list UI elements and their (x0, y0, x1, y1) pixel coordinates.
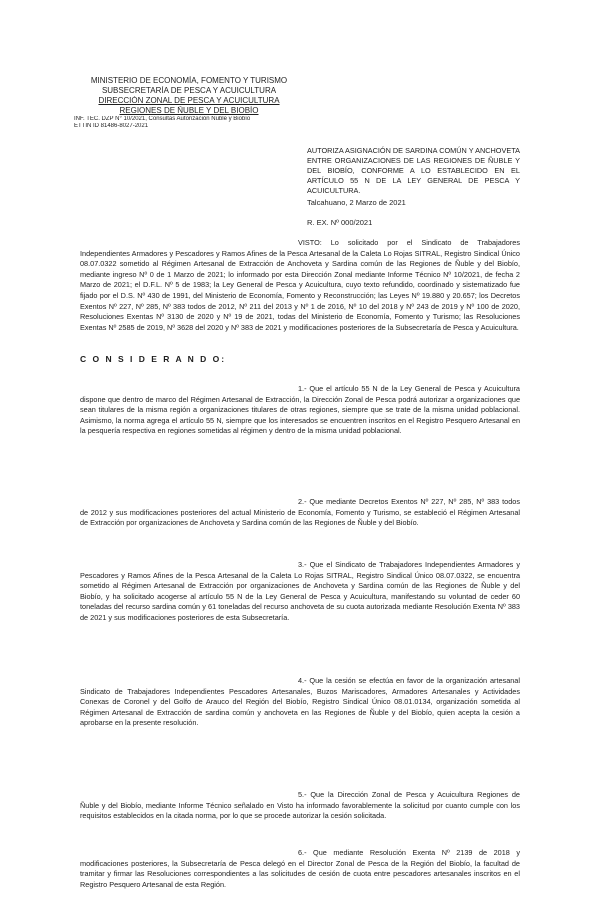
considerando-paragraph-1: 1.- Que el artículo 55 N de la Ley General de Pesca y Acuicultura dispone que dentro de marco del Régimen Artesanal de Extracción, la Dirección Zonal de Pesca podrá autorizar a organizaciones que sean titulares de la misma región a organizaciones titulares de otras regiones, siempre que se trate de la misma unidad poblacional. Asimismo, la norma agrega el artículo 55 N, siempre que los interesados se encuentren inscritos en el Registro Pesquero Artesanal en la pesquería respectiva en regiones sometidas al régimen y dentro de la misma unidad poblacional. (80, 384, 520, 436)
regions-name: REGIONES DE ÑUBLE Y DEL BIOBÍO (119, 106, 259, 115)
considerando-paragraph-2: 2.- Que mediante Decretos Exentos Nº 227, Nº 285, Nº 383 todos de 2012 y sus modificaciones posteriores del actual Ministerio de Economía, Fomento y Turismo, se estableció el Régimen Artesanal de Extracción por organizaciones de Anchoveta y Sardina común de las Regiones de Ñuble y del Biobío. (80, 497, 520, 528)
considerando-paragraph-6: 6.- Que mediante Resolución Exenta Nº 2139 de 2018 y modificaciones posteriores, la Subsecretaría de Pesca delegó en el Director Zonal de Pesca de la Región del Biobío, la facultad de tramitar y firmar las Resoluciones correspondientes a las solicitudes de cesión de cuota entre pescadores artesanales inscritos en el Registro Pesquero Artesanal de esta Región. (80, 848, 520, 889)
considerando-paragraph-4: 4.- Que la cesión se efectúa en favor de la organización artesanal Sindicato de Trabajadores Independientes Pescadores Artesanales, Buzos Mariscadores, Armadores Artesanales y Actividades Conexas de Coronel y del Golfo de Arauco del Región del Biobío, Registro Sindical Único 08.01.0134, organización sometida al Régimen Artesanal de Extracción de sardina común y anchoveta en las Regiones de Ñuble y del Biobío, quien acepta la cesión a aprobarse en la presente resolución. (80, 676, 520, 728)
ministry-name: MINISTERIO DE ECONOMÍA, FOMENTO Y TURISMO (90, 76, 288, 85)
issuer-header (74, 76, 304, 130)
undersecretariat-name: SUBSECRETARÍA DE PESCA Y ACUICULTURA (101, 86, 277, 95)
considerando-heading: C O N S I D E R A N D O: (80, 354, 227, 364)
resolution-subject: AUTORIZA ASIGNACIÓN DE SARDINA COMÚN Y ANCHOVETA ENTRE ORGANIZACIONES DE LAS REGIONES DE ÑUBLE Y DEL BIOBÍO, CONFORME A LO ESTABLECIDO EN EL ARTÍCULO 55 N DE LA LEY GENERAL DE PESCA Y ACUICULTURA. (307, 146, 520, 195)
resolution-number: R. EX. Nº 000/2021 (307, 218, 373, 227)
ettin-reference: ETTIN ID 81486-8027-2021 (74, 123, 149, 129)
zonal-directorate-name: DIRECCIÓN ZONAL DE PESCA Y ACUICULTURA (98, 96, 280, 105)
visto-paragraph: VISTO: Lo solicitado por el Sindicato de Trabajadores Independientes Armadores y Pescadores y Ramos Afines de la Pesca Artesanal de la Caleta Lo Rojas SITRAL, Registro Sindical Único 08.07.0322 sometido al Régimen Artesanal de Extracción de Anchoveta y Sardina común de las Regiones de Ñuble y del Biobío, mediante ingreso Nº 0 de 1 Marzo de 2021; lo informado por esta Dirección Zonal mediante Informe Técnico Nº 10/2021, de fecha 2 Marzo de 2021; el D.F.L. Nº 5 de 1983; la Ley General de Pesca y Acuicultura, cuyo texto refundido, coordinado y sistematizado fue fijado por el D.S. Nº 430 de 1991, del Ministerio de Economía, Fomento y Reconstrucción; las Leyes Nº 19.880 y 20.657; los Decretos Exentos Nº 227, Nº 285, Nº 383 todos de 2012, Nº 211 del 2013 y Nº 1 de 2016, Nº 10 del 2018 y Nº 243 de 2019 y Nº 100 de 2020, Resoluciones Exentas Nº 3130 de 2020 y Nº 19 de 2021, todas del Ministerio de Economía, Fomento y Turismo; las Resoluciones Exentas Nº 2585 de 2019, Nº 3628 del 2020 y Nº 383 de 2021 y modificaciones posteriores de la Subsecretaría de Pesca y Acuicultura. (80, 238, 520, 332)
considerando-paragraph-5: 5.- Que la Dirección Zonal de Pesca y Acuicultura Regiones de Ñuble y del Biobío, mediante Informe Técnico señalado en Visto ha informado favorablemente la solicitud por cuanto cumple con los requisitos establecidos en la citada norma, por lo que se procede autorizar la cesión solicitada. (80, 790, 520, 821)
considerando-paragraph-3: 3.- Que el Sindicato de Trabajadores Independientes Armadores y Pescadores y Ramos Afines de la Pesca Artesanal de la Caleta Lo Rojas SITRAL, Registro Sindical Único 08.07.0322, se encuentra sometido al Régimen Artesanal de Extracción por organizaciones de Anchoveta y Sardina común de las Regiones de Ñuble y del Biobío, y ha solicitado acogerse al artículo 55 N de la Ley General de Pesca y Acuicultura, manifestando su voluntad de ceder 60 toneladas del recurso sardina común y 61 toneladas del recurso anchoveta de su cuota autorizada mediante Resolución Exenta Nº 383 de 2021 y sus modificaciones posteriores de esta Subsecretaría. (80, 560, 520, 622)
place-date: Talcahuano, 2 Marzo de 2021 (307, 198, 406, 207)
technical-report-reference: INF. TEC. DZP N° 10/2021, Consultas Autorización Ñuble y Biobío (74, 116, 251, 122)
